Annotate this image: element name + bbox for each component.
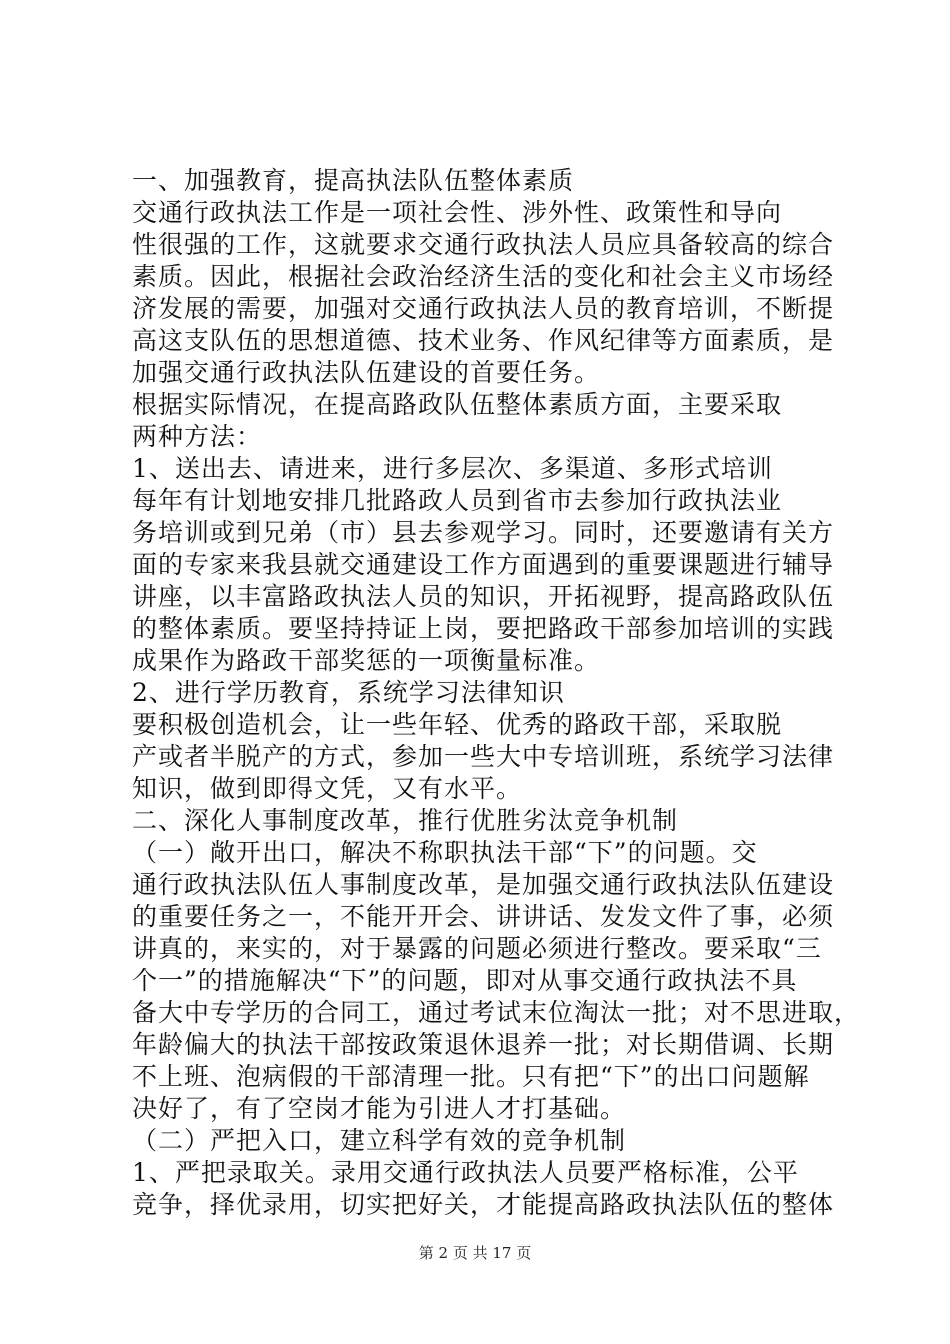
text-line: 二、深化人事制度改革，推行优胜劣汰竞争机制 (132, 806, 679, 835)
text-line: 备大中专学历的合同工，通过考试末位淘汰一批；对不思进取， (132, 998, 861, 1027)
text-line: 的整体素质。要坚持持证上岗，要把路政干部参加培训的实践 (132, 614, 835, 643)
text-line: 竞争，择优录用，切实把好关，才能提高路政执法队伍的整体 (132, 1190, 835, 1219)
text-line: 两种方法： (132, 422, 263, 451)
text-line: 不上班、泡病假的干部清理一批。只有把“下”的出口问题解 (132, 1062, 810, 1091)
text-line: 成果作为路政干部奖惩的一项衡量标准。 (132, 646, 601, 675)
text-line: 个一”的措施解决“下”的问题，即对从事交通行政执法不具 (132, 966, 798, 995)
text-line: 根据实际情况，在提高路政队伍整体素质方面，主要采取 (132, 390, 783, 419)
text-line: 加强交通行政执法队伍建设的首要任务。 (132, 358, 601, 387)
text-line: 高这支队伍的思想道德、技术业务、作风纪律等方面素质，是 (132, 326, 835, 355)
page-number: 第 2 页 共 17 页 (418, 1244, 532, 1262)
body-text (132, 165, 861, 1221)
text-line: 性很强的工作，这就要求交通行政执法人员应具备较高的综合 (132, 230, 835, 259)
text-line: 1、严把录取关。录用交通行政执法人员要严格标准，公平 (132, 1158, 799, 1187)
text-line: 务培训或到兄弟（市）县去参观学习。同时，还要邀请有关方 (132, 518, 835, 547)
text-line: 决好了，有了空岗才能为引进人才打基础。 (132, 1094, 627, 1123)
text-line: 知识，做到即得文凭，又有水平。 (132, 774, 523, 803)
text-line: （一）敞开出口，解决不称职执法干部“下”的问题。交 (132, 838, 758, 867)
text-line: 面的专家来我县就交通建设工作方面遇到的重要课题进行辅导 (132, 550, 835, 579)
text-line: 交通行政执法工作是一项社会性、涉外性、政策性和导向 (132, 198, 783, 227)
text-line: 要积极创造机会，让一些年轻、优秀的路政干部，采取脱 (132, 710, 783, 739)
text-line: 年龄偏大的执法干部按政策退休退养一批；对长期借调、长期 (132, 1030, 835, 1059)
text-line: 通行政执法队伍人事制度改革，是加强交通行政执法队伍建设 (132, 870, 835, 899)
text-line: 1、送出去、请进来，进行多层次、多渠道、多形式培训 (132, 454, 773, 483)
text-line: 每年有计划地安排几批路政人员到省市去参加行政执法业 (132, 486, 783, 515)
text-line: 2、进行学历教育，系统学习法律知识 (132, 678, 565, 707)
text-line: 济发展的需要，加强对交通行政执法人员的教育培训，不断提 (132, 294, 835, 323)
text-line: 产或者半脱产的方式，参加一些大中专培训班，系统学习法律 (132, 742, 835, 771)
text-line: 讲真的，来实的，对于暴露的问题必须进行整改。要采取“三 (132, 934, 822, 963)
text-line: （二）严把入口，建立科学有效的竞争机制 (132, 1126, 627, 1155)
text-line: 讲座，以丰富路政执法人员的知识，开拓视野，提高路政队伍 (132, 582, 835, 611)
text-line: 素质。因此，根据社会政治经济生活的变化和社会主义市场经 (132, 262, 835, 291)
text-line: 一、加强教育，提高执法队伍整体素质 (132, 166, 575, 195)
text-line: 的重要任务之一，不能开开会、讲讲话、发发文件了事，必须 (132, 902, 835, 931)
